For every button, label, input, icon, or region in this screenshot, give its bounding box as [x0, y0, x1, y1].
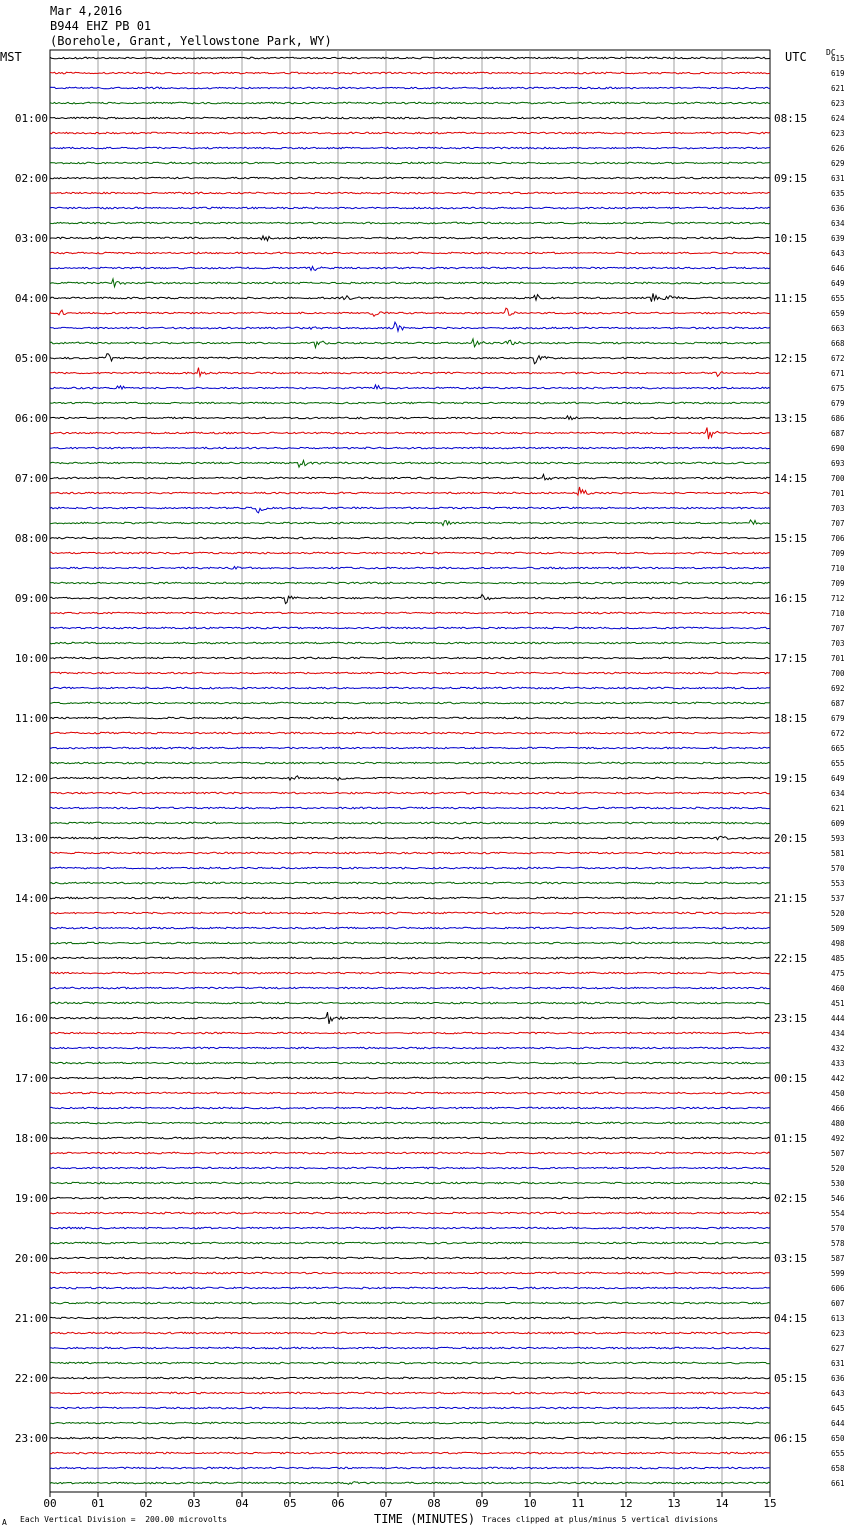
dc-offset-label: 444 — [831, 1014, 845, 1023]
dc-offset-label: 703 — [831, 504, 845, 513]
right-hour-label: 05:15 — [774, 1372, 808, 1385]
left-hour-label: 09:00 — [14, 592, 48, 605]
dc-offset-label: 701 — [831, 489, 845, 498]
trace-line — [50, 1407, 770, 1409]
left-hour-label: 12:00 — [14, 772, 48, 785]
trace-line — [50, 957, 770, 959]
left-timezone-label: MST — [0, 50, 22, 64]
trace-line — [50, 1317, 770, 1319]
dc-offset-label: 623 — [831, 129, 845, 138]
trace-line — [50, 1242, 770, 1244]
trace-line — [50, 612, 770, 614]
right-hour-label: 11:15 — [774, 292, 808, 305]
dc-offset-label: 475 — [831, 969, 845, 978]
trace-line — [50, 912, 770, 914]
right-hour-label: 06:15 — [774, 1432, 808, 1445]
dc-offset-label: 661 — [831, 1479, 845, 1488]
dc-offset-label: 644 — [831, 1419, 845, 1428]
dc-offset-label: 703 — [831, 639, 845, 648]
trace-line — [50, 792, 770, 794]
trace-line — [50, 252, 770, 254]
left-hour-label: 11:00 — [14, 712, 48, 725]
trace-line — [50, 537, 770, 539]
trace-line — [50, 972, 770, 974]
x-tick-label: 15 — [763, 1497, 777, 1510]
dc-offset-label: 537 — [831, 894, 845, 903]
trace-line — [50, 657, 770, 659]
x-tick-label: 06 — [331, 1497, 345, 1510]
trace-line — [50, 1392, 770, 1394]
dc-offset-label: 639 — [831, 234, 845, 243]
dc-offset-label: 700 — [831, 474, 845, 483]
dc-offset-label: 672 — [831, 729, 845, 738]
dc-offset-label: 460 — [831, 984, 845, 993]
right-hour-label: 03:15 — [774, 1252, 808, 1265]
dc-offset-label: 626 — [831, 144, 845, 153]
dc-offset-label: 509 — [831, 924, 845, 933]
dc-offset-label: 451 — [831, 999, 845, 1008]
right-hour-label: 10:15 — [774, 232, 808, 245]
dc-offset-label: 710 — [831, 564, 845, 573]
trace-line — [50, 1167, 770, 1169]
x-tick-label: 11 — [571, 1497, 585, 1510]
dc-offset-label: 645 — [831, 1404, 845, 1413]
x-tick-label: 07 — [379, 1497, 393, 1510]
trace-line — [50, 836, 770, 840]
trace-line — [50, 867, 770, 869]
trace-line — [50, 520, 770, 526]
right-hour-label: 16:15 — [774, 592, 808, 605]
plot-frame — [50, 50, 770, 1492]
trace-line — [50, 1422, 770, 1424]
trace-line — [50, 72, 770, 74]
dc-offset-label: 621 — [831, 84, 845, 93]
left-hour-label: 19:00 — [14, 1192, 48, 1205]
left-hour-label: 08:00 — [14, 532, 48, 545]
dc-offset-label: 693 — [831, 459, 845, 468]
trace-line — [50, 1047, 770, 1049]
dc-offset-label: 466 — [831, 1104, 845, 1113]
dc-offset-label: 570 — [831, 1224, 845, 1233]
dc-offset-label: 631 — [831, 174, 845, 183]
dc-offset-label: 546 — [831, 1194, 845, 1203]
trace-line — [50, 368, 770, 377]
trace-line — [50, 207, 770, 209]
left-hour-label: 01:00 — [14, 112, 48, 125]
trace-line — [50, 1227, 770, 1229]
x-tick-label: 03 — [187, 1497, 201, 1510]
dc-offset-label: 619 — [831, 69, 845, 78]
trace-line — [50, 1107, 770, 1109]
dc-offset-label: 578 — [831, 1239, 845, 1248]
trace-line — [50, 402, 770, 404]
dc-offset-label: 599 — [831, 1269, 845, 1278]
x-tick-label: 09 — [475, 1497, 489, 1510]
x-tick-label: 13 — [667, 1497, 681, 1510]
trace-line — [50, 642, 770, 644]
right-hour-label: 04:15 — [774, 1312, 808, 1325]
right-hour-label: 02:15 — [774, 1192, 808, 1205]
right-hour-label: 08:15 — [774, 112, 808, 125]
chart-date: Mar 4,2016 — [50, 4, 123, 18]
dc-column-label: DC — [826, 48, 836, 57]
left-hour-label: 02:00 — [14, 172, 48, 185]
trace-line — [50, 1272, 770, 1274]
trace-line — [50, 279, 770, 287]
dc-offset-label: 634 — [831, 219, 845, 228]
trace-line — [50, 102, 770, 104]
dc-offset-label: 701 — [831, 654, 845, 663]
right-hour-label: 23:15 — [774, 1012, 808, 1025]
dc-offset-label: 609 — [831, 819, 845, 828]
trace-line — [50, 942, 770, 944]
left-hour-label: 23:00 — [14, 1432, 48, 1445]
trace-line — [50, 1002, 770, 1004]
right-hour-label: 09:15 — [774, 172, 808, 185]
right-hour-label: 13:15 — [774, 412, 808, 425]
dc-offset-label: 627 — [831, 1344, 845, 1353]
dc-offset-label: 631 — [831, 1359, 845, 1368]
dc-offset-label: 635 — [831, 189, 845, 198]
dc-offset-label: 587 — [831, 1254, 845, 1263]
dc-offset-label: 553 — [831, 879, 845, 888]
right-hour-label: 17:15 — [774, 652, 808, 665]
dc-offset-label: 636 — [831, 1374, 845, 1383]
dc-offset-label: 623 — [831, 1329, 845, 1338]
dc-offset-label: 655 — [831, 294, 845, 303]
trace-line — [50, 1482, 770, 1485]
right-hour-label: 18:15 — [774, 712, 808, 725]
station-location: (Borehole, Grant, Yellowstone Park, WY) — [50, 34, 332, 48]
trace-line — [50, 428, 770, 440]
trace-line — [50, 762, 770, 764]
trace-line — [50, 487, 770, 495]
left-hour-label: 07:00 — [14, 472, 48, 485]
dc-offset-label: 686 — [831, 414, 845, 423]
left-hour-label: 18:00 — [14, 1132, 48, 1145]
station-name: B944 EHZ PB 01 — [50, 19, 152, 33]
trace-line — [50, 582, 770, 584]
dc-offset-label: 634 — [831, 789, 845, 798]
trace-line — [50, 507, 770, 513]
trace-line — [50, 822, 770, 824]
trace-line — [50, 147, 770, 149]
x-tick-label: 08 — [427, 1497, 441, 1510]
trace-line — [50, 594, 770, 603]
dc-offset-label: 554 — [831, 1209, 845, 1218]
trace-line — [50, 322, 770, 331]
trace-line — [50, 717, 770, 719]
scale-note: Each Vertical Division = 200.00 microvolts — [20, 1515, 228, 1524]
x-tick-label: 01 — [91, 1497, 105, 1510]
left-hour-label: 17:00 — [14, 1072, 48, 1085]
trace-line — [50, 882, 770, 884]
trace-line — [50, 354, 770, 364]
dc-offset-label: 659 — [831, 309, 845, 318]
x-tick-label: 10 — [523, 1497, 537, 1510]
dc-offset-label: 507 — [831, 1149, 845, 1158]
trace-line — [50, 1122, 770, 1124]
dc-offset-label: 671 — [831, 369, 845, 378]
dc-offset-label: 450 — [831, 1089, 845, 1098]
trace-line — [50, 1287, 770, 1289]
trace-line — [50, 1197, 770, 1199]
dc-offset-label: 530 — [831, 1179, 845, 1188]
trace-line — [50, 987, 770, 989]
right-hour-label: 14:15 — [774, 472, 808, 485]
dc-offset-label: 492 — [831, 1134, 845, 1143]
trace-line — [50, 1092, 770, 1094]
dc-offset-label: 498 — [831, 939, 845, 948]
dc-offset-label: 649 — [831, 279, 845, 288]
dc-offset-label: 709 — [831, 549, 845, 558]
trace-line — [50, 416, 770, 420]
dc-offset-label: 658 — [831, 1464, 845, 1473]
x-tick-label: 05 — [283, 1497, 297, 1510]
trace-line — [50, 747, 770, 749]
trace-line — [50, 1182, 770, 1184]
dc-offset-label: 621 — [831, 804, 845, 813]
trace-line — [50, 1302, 770, 1304]
trace-line — [50, 460, 770, 467]
dc-offset-label: 520 — [831, 909, 845, 918]
trace-line — [50, 702, 770, 704]
trace-line — [50, 732, 770, 734]
trace-line — [50, 222, 770, 224]
trace-line — [50, 385, 770, 389]
trace-line — [50, 57, 770, 59]
dc-offset-label: 690 — [831, 444, 845, 453]
trace-line — [50, 627, 770, 629]
dc-offset-label: 709 — [831, 579, 845, 588]
trace-line — [50, 1012, 770, 1024]
dc-offset-label: 663 — [831, 324, 845, 333]
dc-offset-label: 432 — [831, 1044, 845, 1053]
dc-offset-label: 707 — [831, 519, 845, 528]
dc-offset-label: 646 — [831, 264, 845, 273]
left-hour-label: 05:00 — [14, 352, 48, 365]
trace-line — [50, 897, 770, 899]
right-hour-label: 01:15 — [774, 1132, 808, 1145]
left-hour-label: 06:00 — [14, 412, 48, 425]
dc-offset-label: 679 — [831, 714, 845, 723]
right-hour-label: 22:15 — [774, 952, 808, 965]
trace-line — [50, 1347, 770, 1349]
left-hour-label: 21:00 — [14, 1312, 48, 1325]
dc-offset-label: 624 — [831, 114, 845, 123]
trace-line — [50, 447, 770, 449]
dc-offset-label: 520 — [831, 1164, 845, 1173]
left-hour-label: 04:00 — [14, 292, 48, 305]
dc-offset-label: 643 — [831, 249, 845, 258]
dc-offset-label: 692 — [831, 684, 845, 693]
trace-line — [50, 1452, 770, 1454]
trace-line — [50, 308, 770, 316]
dc-offset-label: 655 — [831, 759, 845, 768]
trace-line — [50, 1152, 770, 1154]
x-tick-label: 04 — [235, 1497, 249, 1510]
dc-offset-label: 672 — [831, 354, 845, 363]
trace-line — [50, 1467, 770, 1469]
dc-offset-label: 480 — [831, 1119, 845, 1128]
trace-line — [50, 236, 770, 241]
left-hour-label: 20:00 — [14, 1252, 48, 1265]
x-tick-label: 02 — [139, 1497, 153, 1510]
right-hour-label: 00:15 — [774, 1072, 808, 1085]
dc-offset-label: 570 — [831, 864, 845, 873]
trace-line — [50, 1437, 770, 1439]
right-hour-label: 15:15 — [774, 532, 808, 545]
left-hour-label: 15:00 — [14, 952, 48, 965]
trace-line — [50, 1212, 770, 1214]
dc-offset-label: 700 — [831, 669, 845, 678]
trace-line — [50, 687, 770, 689]
trace-line — [50, 1062, 770, 1064]
trace-line — [50, 1332, 770, 1334]
dc-offset-label: 636 — [831, 204, 845, 213]
dc-offset-label: 485 — [831, 954, 845, 963]
trace-line — [50, 293, 770, 301]
left-hour-label: 03:00 — [14, 232, 48, 245]
dc-offset-label: 442 — [831, 1074, 845, 1083]
left-hour-label: 16:00 — [14, 1012, 48, 1025]
dc-offset-label: 655 — [831, 1449, 845, 1458]
dc-offset-label: 687 — [831, 699, 845, 708]
x-axis-title: TIME (MINUTES) — [374, 1512, 476, 1526]
dc-offset-label: 581 — [831, 849, 845, 858]
x-tick-label: 00 — [43, 1497, 57, 1510]
dc-offset-label: 433 — [831, 1059, 845, 1068]
dc-offset-label: 665 — [831, 744, 845, 753]
right-hour-label: 12:15 — [774, 352, 808, 365]
dc-offset-label: 593 — [831, 834, 845, 843]
x-tick-label: 14 — [715, 1497, 729, 1510]
trace-line — [50, 1377, 770, 1379]
dc-offset-label: 650 — [831, 1434, 845, 1443]
trace-line — [50, 177, 770, 179]
left-hour-label: 22:00 — [14, 1372, 48, 1385]
trace-line — [50, 132, 770, 134]
trace-line — [50, 474, 770, 480]
trace-line — [50, 162, 770, 164]
dc-offset-label: 623 — [831, 99, 845, 108]
dc-offset-label: 643 — [831, 1389, 845, 1398]
trace-line — [50, 266, 770, 270]
right-hour-label: 20:15 — [774, 832, 808, 845]
clip-note: Traces clipped at plus/minus 5 vertical divisions — [482, 1515, 719, 1524]
dc-offset-label: 679 — [831, 399, 845, 408]
trace-line — [50, 552, 770, 554]
trace-line — [50, 567, 770, 570]
dc-offset-label: 707 — [831, 624, 845, 633]
trace-line — [50, 1077, 770, 1079]
dc-offset-label: 613 — [831, 1314, 845, 1323]
trace-line — [50, 339, 770, 348]
dc-offset-label: 607 — [831, 1299, 845, 1308]
x-tick-label: 12 — [619, 1497, 633, 1510]
trace-line — [50, 1257, 770, 1259]
dc-offset-label: 615 — [831, 54, 845, 63]
trace-line — [50, 1137, 770, 1139]
dc-offset-label: 649 — [831, 774, 845, 783]
trace-line — [50, 87, 770, 89]
right-hour-label: 19:15 — [774, 772, 808, 785]
dc-offset-label: 434 — [831, 1029, 845, 1038]
trace-line — [50, 776, 770, 781]
left-hour-label: 10:00 — [14, 652, 48, 665]
dc-offset-label: 629 — [831, 159, 845, 168]
trace-line — [50, 672, 770, 674]
dc-offset-label: 712 — [831, 594, 845, 603]
dc-offset-label: 668 — [831, 339, 845, 348]
dc-offset-label: 675 — [831, 384, 845, 393]
right-hour-label: 21:15 — [774, 892, 808, 905]
dc-offset-label: 710 — [831, 609, 845, 618]
trace-line — [50, 927, 770, 929]
dc-offset-label: 706 — [831, 534, 845, 543]
trace-line — [50, 1362, 770, 1364]
dc-offset-label: 606 — [831, 1284, 845, 1293]
corner-mark: A — [2, 1518, 7, 1527]
trace-line — [50, 1032, 770, 1034]
trace-line — [50, 117, 770, 119]
trace-line — [50, 852, 770, 854]
left-hour-label: 13:00 — [14, 832, 48, 845]
trace-line — [50, 807, 770, 809]
right-timezone-label: UTC — [785, 50, 807, 64]
trace-line — [50, 192, 770, 194]
left-hour-label: 14:00 — [14, 892, 48, 905]
dc-offset-label: 687 — [831, 429, 845, 438]
